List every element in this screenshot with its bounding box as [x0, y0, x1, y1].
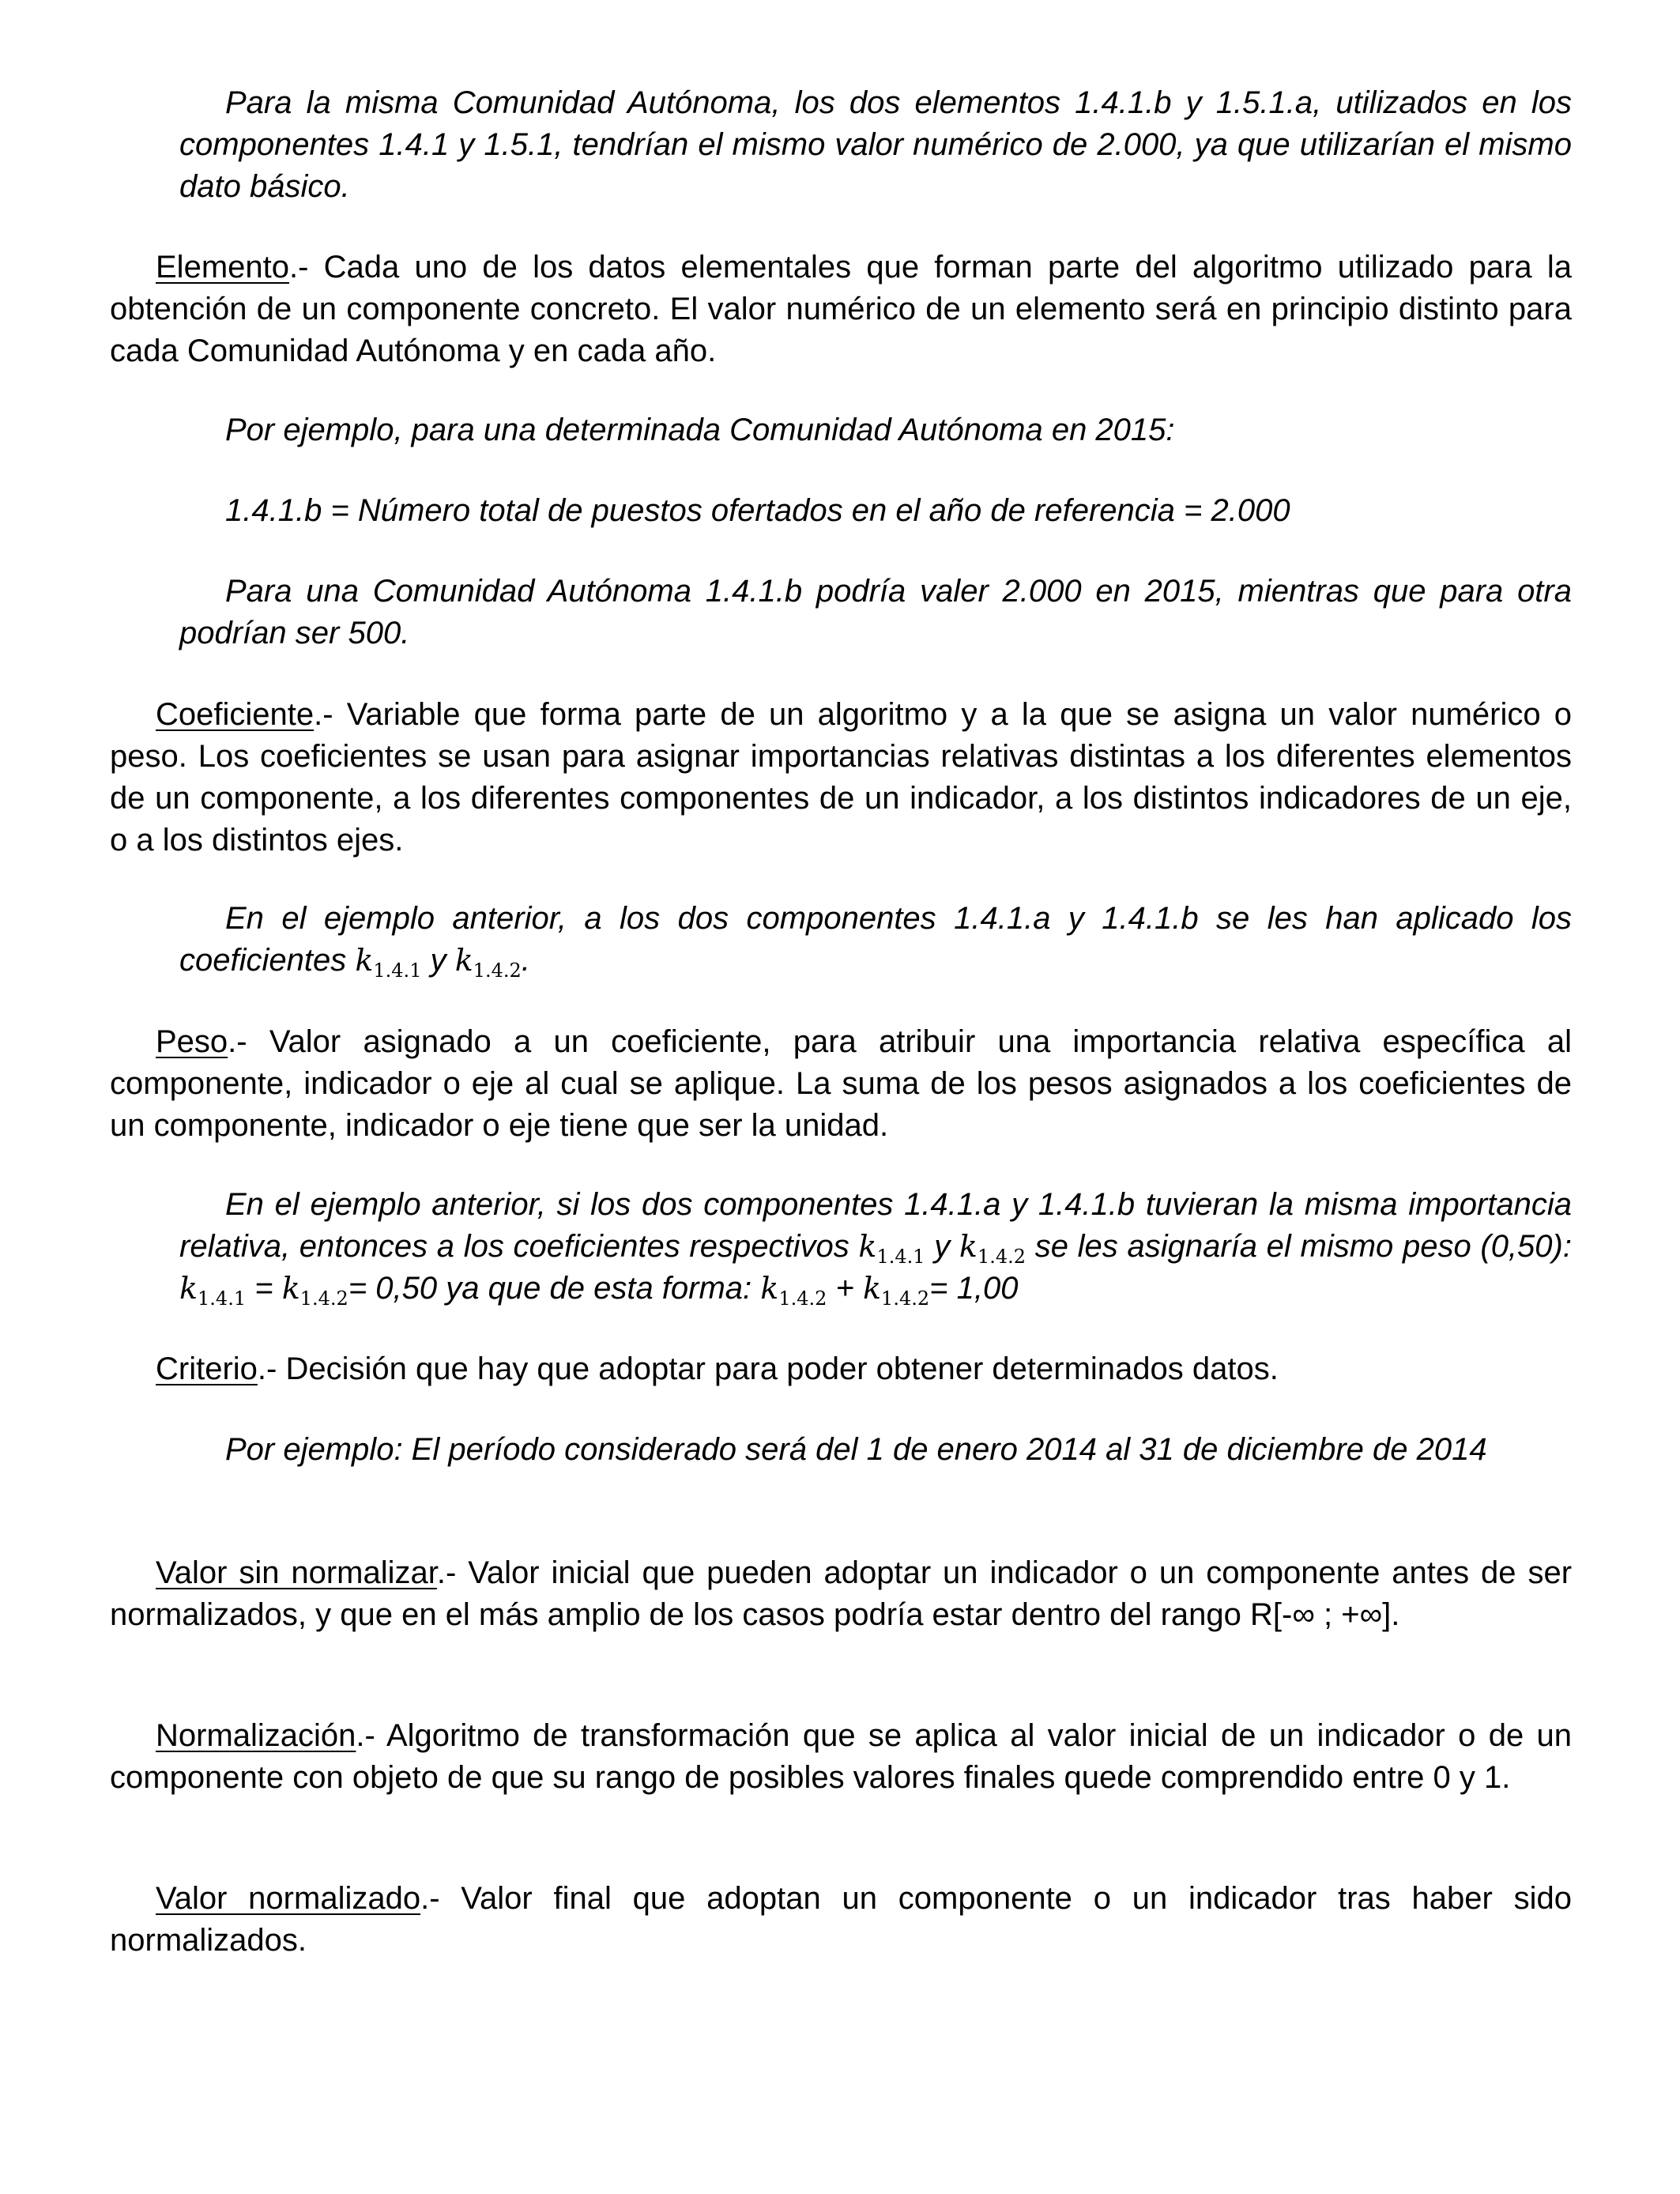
term-criterio: Criterio — [156, 1351, 258, 1386]
definition-criterio: Criterio.- Decisión que hay que adoptar para poder obtener determinados datos. — [156, 1351, 1279, 1386]
coef-k142: $k_{1.4.2}$ — [281, 1271, 348, 1310]
definition-normalizacion: Normalización.- Algoritmo de transformación que se aplica al valor inicial de un indicador o de un componente con objeto de que su rango de posibles valores finales quede comprendido entre 0 y 1. — [110, 1718, 1572, 1795]
definition-valor-sin-normalizar: Valor sin normalizar.- Valor inicial que pueden adoptar un indicador o un componente antes de ser normalizados, y que en el más amplio de los casos podría estar dentro del rango R[-∞ ; +∞]. — [110, 1555, 1573, 1632]
term-valor-sin-normalizar: Valor sin normalizar — [156, 1555, 437, 1590]
coef-k142: $k_{1.4.2}$ — [454, 943, 522, 982]
example-paragraph-3: 1.4.1.b = Número total de puestos ofertados en el año de referencia = 2.000 — [225, 493, 1290, 528]
coef-k142: $k_{1.4.2}$ — [863, 1271, 930, 1310]
definition-elemento: Elemento.- Cada uno de los datos elementales que forman parte del algoritmo utilizado para la obtención de un componente concreto. El valor numérico de un elemento será en principio distinto para cada Comunidad Autónoma y en cada año. — [110, 250, 1572, 368]
term-coeficiente: Coeficiente — [156, 697, 315, 732]
term-valor-normalizado: Valor normalizado — [156, 1881, 421, 1916]
coef-k142: $k_{1.4.2}$ — [959, 1229, 1026, 1268]
coef-k141: $k_{1.4.1}$ — [179, 1271, 247, 1310]
term-peso: Peso — [156, 1024, 228, 1059]
coef-k141: $k_{1.4.1}$ — [355, 943, 422, 982]
coef-k141: $k_{1.4.1}$ — [858, 1229, 925, 1268]
example-paragraph-5: En el ejemplo anterior, a los dos componentes 1.4.1.a y 1.4.1.b se les han aplicado los coeficientes $k_{1.4.1}$ y $k_{1.4.2}$. — [179, 901, 1572, 982]
example-paragraph-4: Para una Comunidad Autónoma 1.4.1.b podría valer 2.000 en 2015, mientras que para otra podrían ser 500. — [179, 574, 1572, 650]
definition-peso: Peso.- Valor asignado a un coeficiente, para atribuir una importancia relativa específica al componente, indicador o eje al cual se aplique. La suma de los pesos asignados a los coeficientes de un componente, indicador o eje tiene que ser la unidad. — [110, 1024, 1572, 1143]
example-paragraph-2: Por ejemplo, para una determinada Comunidad Autónoma en 2015: — [225, 413, 1175, 447]
example-paragraph-6: En el ejemplo anterior, si los dos componentes 1.4.1.a y 1.4.1.b tuvieran la misma importancia relativa, entonces a los coeficientes respectivos $k_{1.4.1}$ y $k_{1.4.2}$ se les asignaría el mismo peso (0,50): $k_{1.4.1} = k_{1.4.2}= 0,50$ ya que de esta forma: $k_{1.4.2} + k_{1.4.2}= 1,00$ — [179, 1187, 1572, 1310]
example-paragraph-1: Para la misma Comunidad Autónoma, los dos elementos 1.4.1.b y 1.5.1.a, utilizados en los componentes 1.4.1 y 1.5.1, tendrían el mismo valor numérico de 2.000, ya que utilizarían el mismo dato básico. — [179, 85, 1572, 204]
coef-k142: $k_{1.4.2}$ — [760, 1271, 827, 1310]
example-paragraph-7: Por ejemplo: El período considerado será del 1 de enero 2014 al 31 de diciembre de 2014 — [225, 1432, 1487, 1467]
definition-valor-normalizado: Valor normalizado.- Valor final que adoptan un componente o un indicador tras haber sido normalizados. — [110, 1881, 1572, 1958]
term-elemento: Elemento — [156, 250, 289, 285]
definition-coeficiente: Coeficiente.- Variable que forma parte de un algoritmo y a la que se asigna un valor numérico o peso. Los coeficientes se usan para asignar importancias relativas distintas a los diferentes elementos de un componente, a los diferentes componentes de un indicador, a los distintos indicadores de un eje, o a los distintos ejes. — [110, 697, 1572, 858]
term-normalizacion: Normalización — [156, 1718, 356, 1753]
